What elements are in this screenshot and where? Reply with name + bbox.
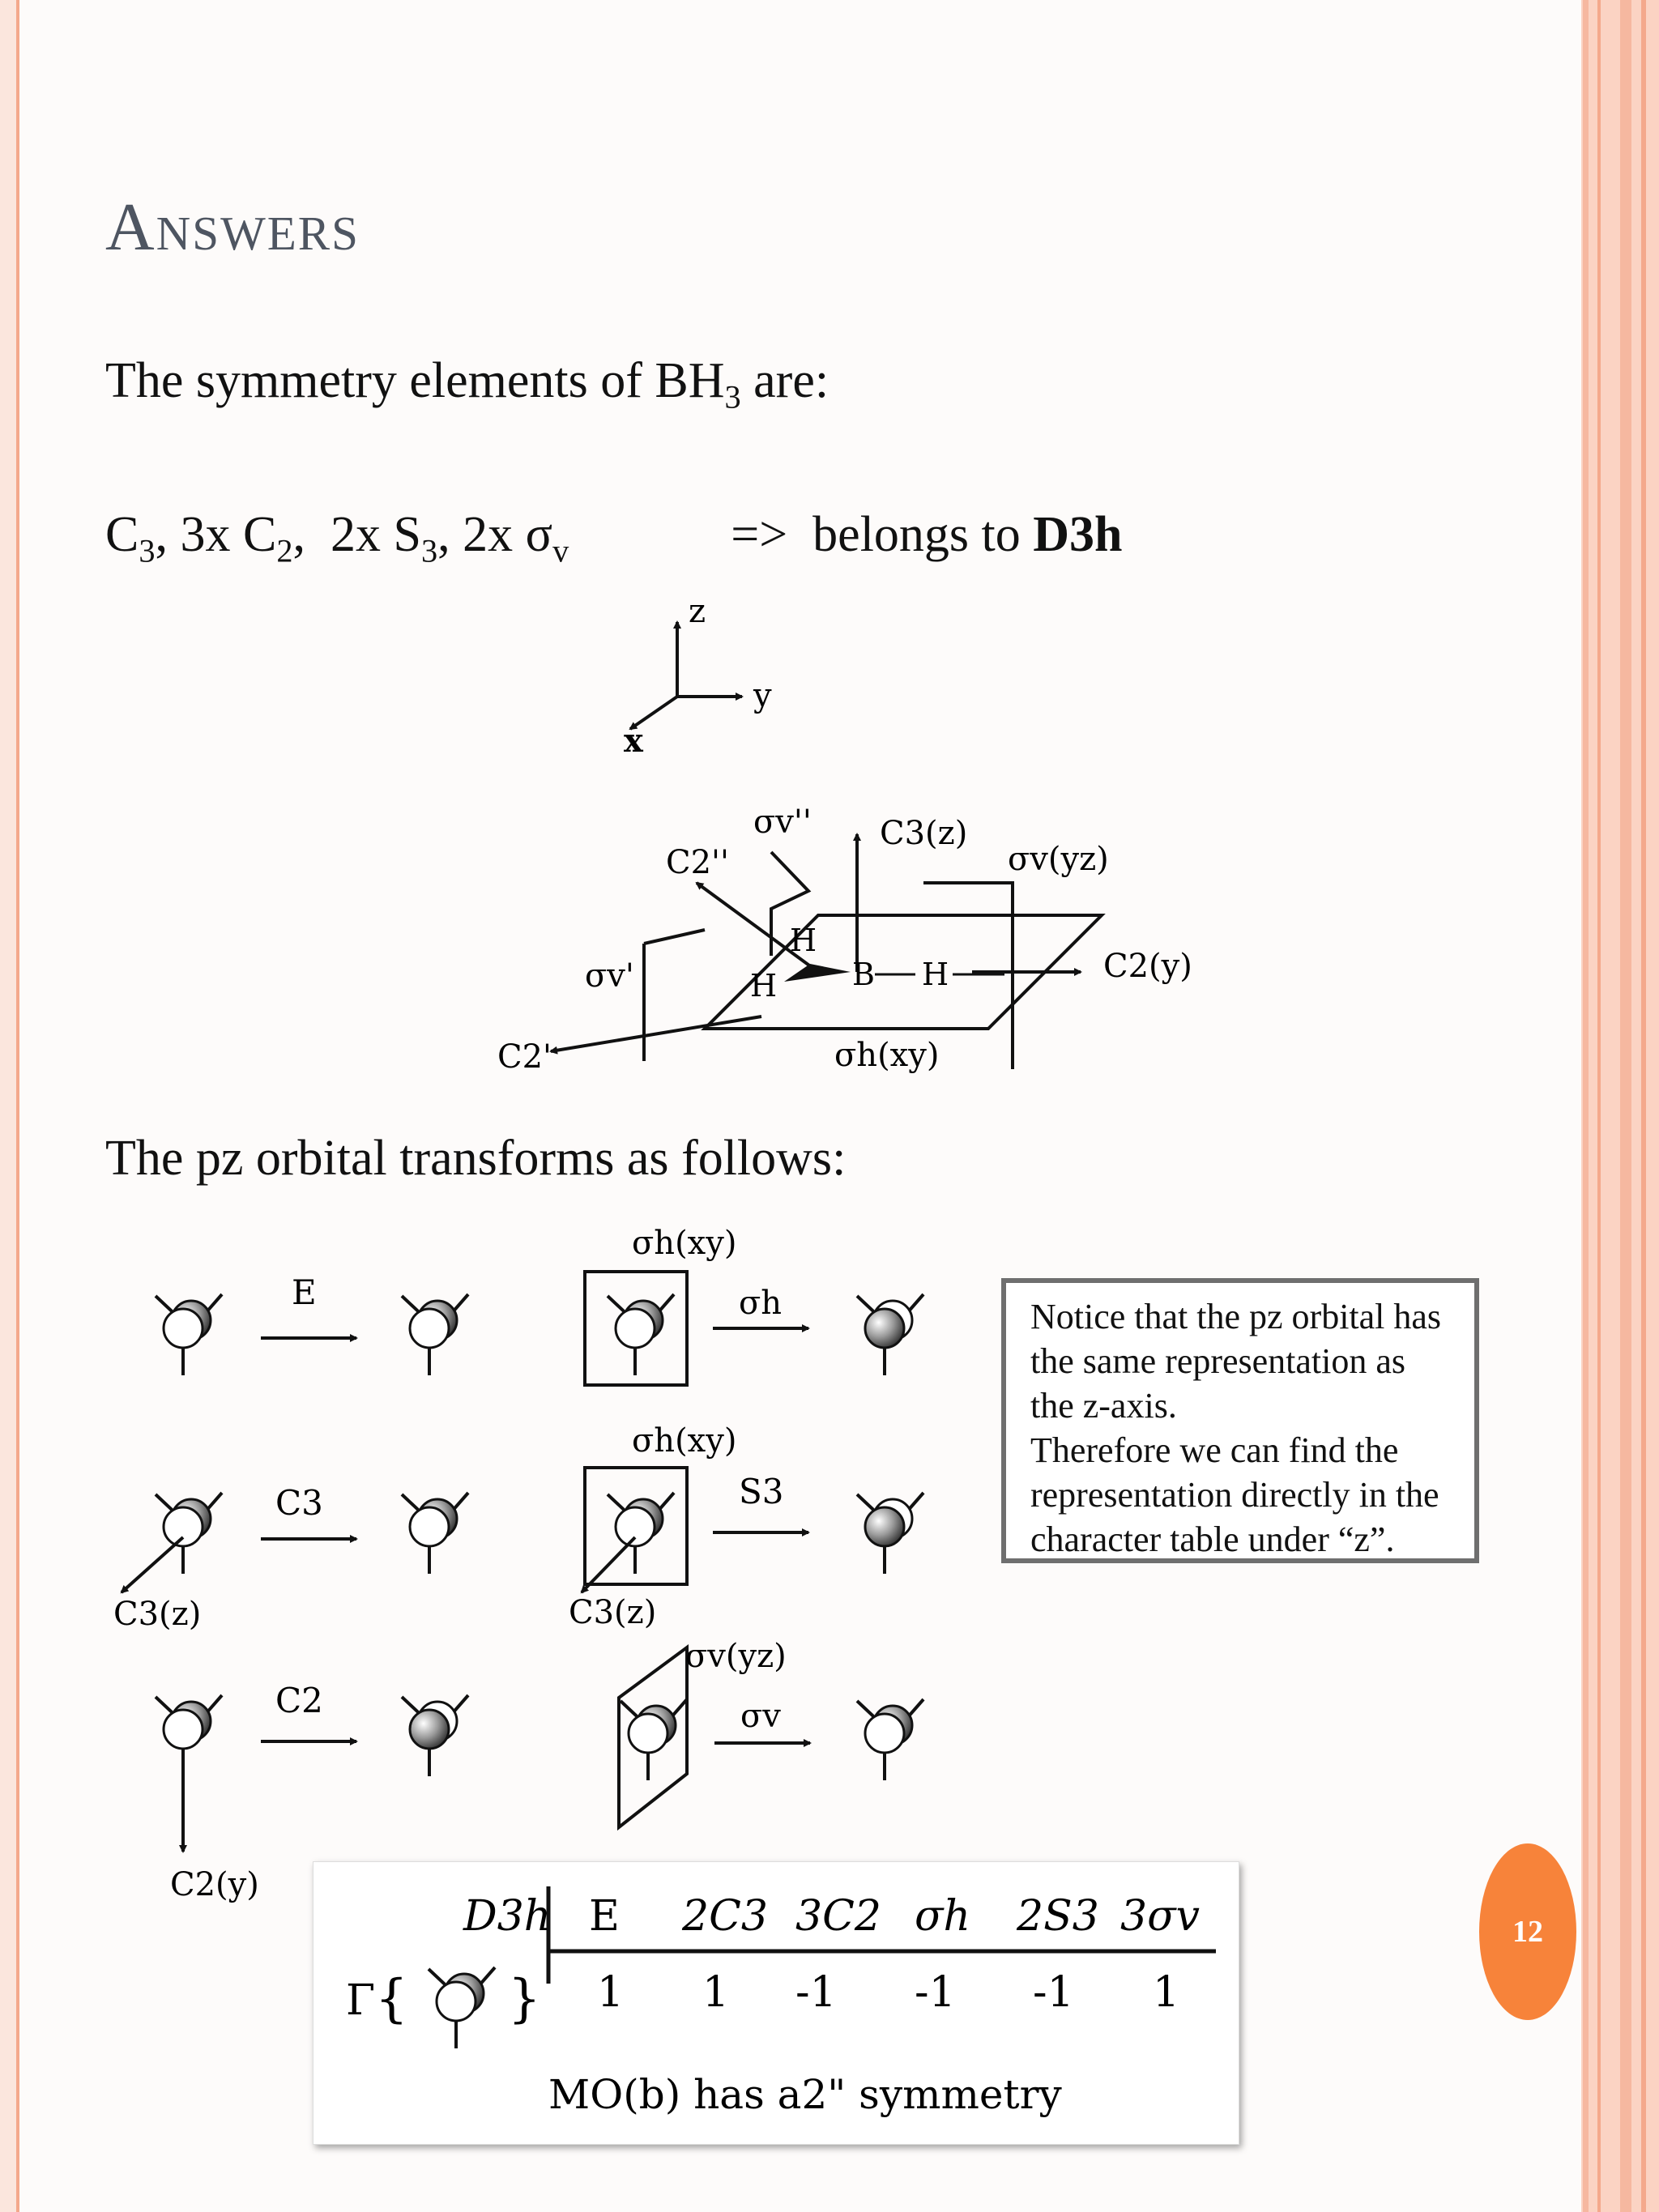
pz-orbital-icon <box>608 1493 674 1574</box>
op-label-c3: C3 <box>275 1483 323 1523</box>
label-h-right: H <box>922 957 949 992</box>
axes <box>624 593 772 760</box>
ct-gamma: Γ <box>346 1976 376 2025</box>
intro-text: The symmetry elements of BH <box>105 353 725 408</box>
note-box <box>1001 1278 1479 1563</box>
ct-header: 2C3 <box>682 1892 768 1941</box>
label-c2-prime: C2' <box>497 1038 552 1076</box>
label-b: B <box>852 957 875 992</box>
label-c2y: C2(y) <box>1103 948 1192 985</box>
label-h-left: H <box>750 968 778 1004</box>
note-line: Notice that the pz orbital has <box>1030 1297 1442 1336</box>
axis-y-label: y <box>753 677 772 714</box>
op-label-sigma-v: σv <box>740 1698 781 1735</box>
ct-brace-close: } <box>508 1969 541 2029</box>
op-label-sigma-h-xy-2: σh(xy) <box>632 1422 737 1460</box>
ct-header: 3C2 <box>795 1892 881 1941</box>
character-table <box>313 1861 1239 2145</box>
note-line: representation directly in the <box>1030 1475 1439 1515</box>
ct-caption: MO(b) has a2" symmetry <box>548 2071 1062 2118</box>
pz-orbital-icon <box>608 1294 674 1375</box>
note-line: character table under “z”. <box>1030 1519 1395 1559</box>
label-sigma-v-yz: σv(yz) <box>1008 841 1109 878</box>
note-line: Therefore we can find the <box>1030 1430 1399 1470</box>
op-axis-label-c3z-b: C3(z) <box>569 1594 657 1631</box>
pz-orbital-icon <box>857 1493 923 1574</box>
ct-group-label: D3h <box>463 1892 552 1941</box>
character-table-svg <box>313 1862 1239 2144</box>
ct-header: 3σv <box>1120 1892 1200 1941</box>
page-number-badge: 12 <box>1479 1843 1576 2020</box>
ct-value: 1 <box>702 1968 730 2017</box>
pz-orbital-icon <box>402 1695 468 1776</box>
op-label-e: E <box>292 1272 317 1312</box>
label-c2-double-prime: C2'' <box>666 844 730 881</box>
pz-orbital-icon <box>156 1695 222 1776</box>
ct-value: 1 <box>1153 1968 1180 2017</box>
ct-header: 2S3 <box>1017 1892 1099 1941</box>
pz-orbital-icon <box>621 1699 687 1780</box>
ct-value: 1 <box>597 1968 625 2017</box>
intro-subscript: 3 <box>724 378 741 416</box>
pz-orbital-icon <box>857 1699 923 1780</box>
slide-title: Answers <box>105 190 360 265</box>
pz-orbital-icon <box>156 1294 222 1375</box>
axis-z-label: z <box>689 593 706 630</box>
ct-value: -1 <box>915 1968 956 2017</box>
ct-brace-open: { <box>375 1969 408 2029</box>
note-line: the same representation as <box>1030 1341 1406 1381</box>
op-axis-label-c3z-a: C3(z) <box>113 1596 202 1633</box>
pz-orbital-icon <box>857 1294 923 1375</box>
label-sigma-h-xy: σh(xy) <box>834 1037 940 1074</box>
belongs-prefix: => belongs to <box>731 507 1034 562</box>
op-label-sigma-h-xy-1: σh(xy) <box>632 1225 737 1262</box>
pz-intro: The pz orbital transforms as follows: <box>105 1131 847 1186</box>
ct-orbital-icon <box>429 1967 495 2048</box>
label-c3z: C3(z) <box>880 815 968 852</box>
note-line: the z-axis. <box>1030 1386 1177 1426</box>
ct-value: -1 <box>795 1968 837 2017</box>
bh3-molecule-diagram <box>497 803 1192 1076</box>
op-label-sigma-h: σh <box>739 1285 783 1322</box>
op-label-c2: C2 <box>275 1681 323 1720</box>
pz-orbital-icon <box>156 1493 222 1574</box>
ct-header: E <box>589 1892 620 1941</box>
elements-list: $C_3$, 3x $C_2$, 2x $S_3$, 2x $\sigma_v$ <box>105 507 569 569</box>
intro-tail: are: <box>740 353 830 408</box>
axis-x-label: x <box>624 722 643 760</box>
point-group: D3h <box>1033 507 1123 562</box>
ct-value: -1 <box>1033 1968 1074 2017</box>
pz-orbital-icon <box>402 1493 468 1574</box>
op-label-sigma-v-yz: σv(yz) <box>685 1638 787 1675</box>
label-sigma-v-double-prime: σv'' <box>753 803 812 841</box>
pz-orbital-icon <box>402 1294 468 1375</box>
ct-header: σh <box>915 1892 970 1941</box>
orbital-transformations <box>113 1225 923 1903</box>
op-label-s3: S3 <box>739 1472 784 1511</box>
label-h-top: H <box>790 923 817 958</box>
op-axis-label-c2y: C2(y) <box>170 1866 259 1903</box>
label-sigma-v-prime: σv' <box>585 957 634 995</box>
